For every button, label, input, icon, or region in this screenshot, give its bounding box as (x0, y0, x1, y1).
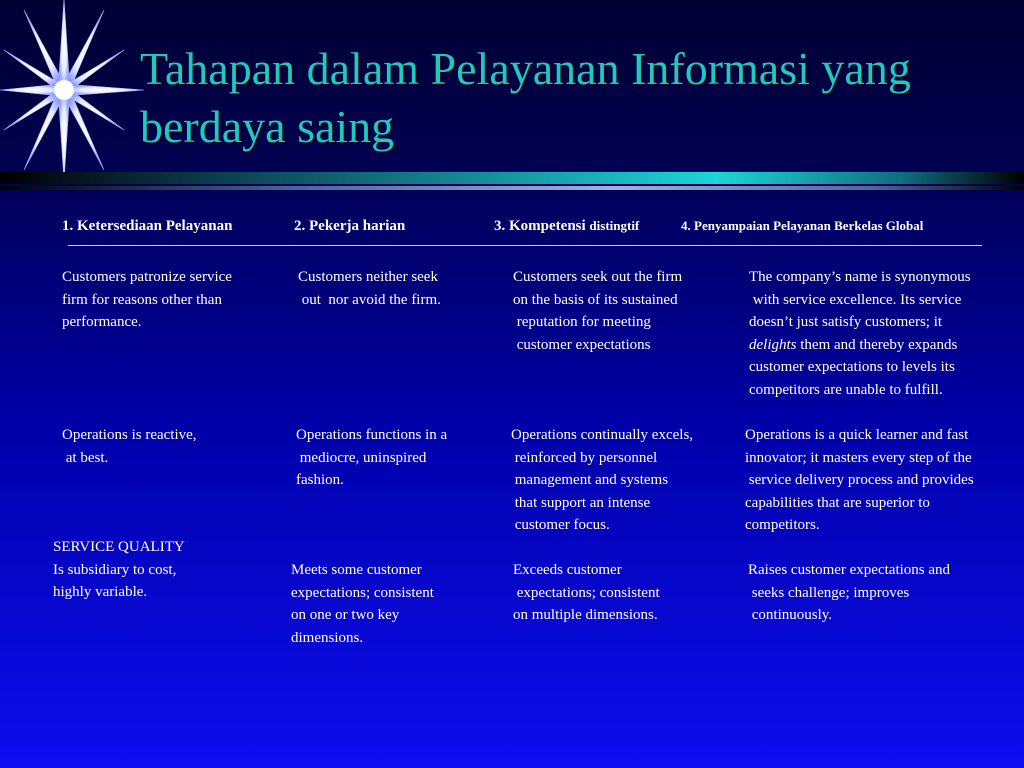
title-divider-band (0, 172, 1024, 184)
column-header-3-small: distingtif (589, 218, 640, 233)
row1-col4-line5: customer expectations to levels its (749, 359, 955, 375)
header-rule (68, 245, 982, 246)
row2-col2: Operations functions in a mediocre, uninspired fashion. (296, 427, 448, 488)
row1-col4-line3: doesn’t just satisfy customers; it (749, 314, 943, 330)
row3-col2: Meets some customer expectations; consistent on one or two key dimensions. (291, 562, 434, 646)
row3-col3: Exceeds customer expectations; consistent on multiple dimensions. (513, 562, 660, 623)
slide-title: Tahapan dalam Pelayanan Informasi yang berdaya saing (140, 43, 911, 152)
starburst-icon (0, 0, 150, 190)
column-header-4-text: 4. Penyampaian Pelayanan Berkelas Global (681, 218, 924, 233)
row1-col4-italic: delights (749, 336, 797, 353)
row2-col4: Operations is a quick learner and fast innovator; it masters every step of the service delivery process and provides capabilities that are superior to competitors. (745, 427, 974, 533)
row1-col4-line2: with service excellence. Its service (749, 291, 962, 308)
row1-col1: Customers patronize service firm for reasons other than performance. (62, 269, 232, 330)
row2-col1: Operations is reactive, at best. (62, 427, 197, 466)
row3-col4: Raises customer expectations and seeks challenge; improves continuously. (748, 562, 951, 623)
column-header-2: 2. Pekerja harian (294, 218, 406, 234)
row1-col4-line1: The company’s name is synonymous (749, 269, 971, 285)
row2-col3: Operations continually excels, reinforced by personnel management and systems that support an intense customer focus. (511, 427, 694, 533)
row1-col4 (749, 266, 971, 401)
column-header-3-main: 3. Kompetensi (494, 218, 586, 234)
column-header-3 (494, 218, 639, 235)
row1-col2: Customers neither seek out nor avoid the firm. (298, 269, 441, 308)
column-header-4 (681, 218, 923, 235)
row3-col1: SERVICE QUALITY Is subsidiary to cost, highly variable. (53, 539, 185, 600)
row1-col3: Customers seek out the firm on the basis of its sustained reputation for meeting customer expectations (513, 269, 683, 353)
title-divider-thin (0, 186, 1024, 190)
column-header-1: 1. Ketersediaan Pelayanan (62, 218, 233, 234)
row1-col4-line4-rest: them and thereby expands (796, 336, 958, 353)
row1-col4-line6: competitors are unable to fulfill. (749, 381, 943, 398)
